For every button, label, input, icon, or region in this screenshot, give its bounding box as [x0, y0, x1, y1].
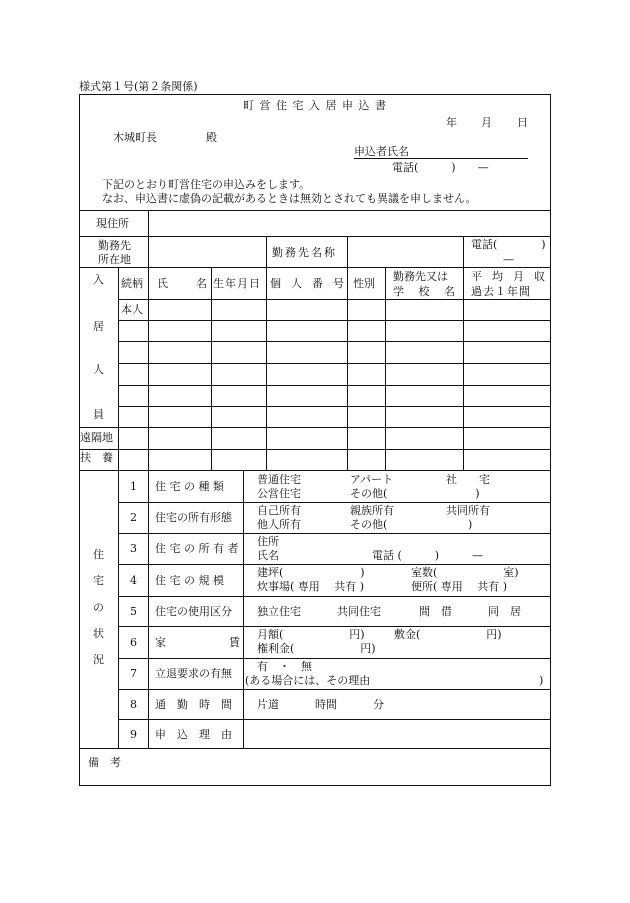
- housing-no-6: 6: [130, 636, 137, 649]
- header-personal-number: 個 人 番 号: [270, 277, 344, 290]
- workplace-name-label: 勤務先名称: [272, 246, 337, 259]
- housing-side-2: 宅: [93, 574, 104, 587]
- header-relation: 続柄: [121, 277, 143, 290]
- statement-line1: 下記のとおり町営住宅の申込みをします。: [102, 178, 311, 191]
- housing-no-8: 8: [130, 698, 137, 711]
- header-birthdate: 生年月日: [213, 277, 261, 290]
- housing-no-1: 1: [130, 480, 137, 493]
- housing-label-7: 立退要求の有無: [155, 667, 232, 680]
- owner-address-label: 住所: [257, 535, 279, 548]
- type-company[interactable]: 社 宅: [446, 473, 490, 486]
- floor-area[interactable]: 建坪( ): [257, 566, 365, 579]
- owner-name-label: 氏名: [257, 549, 279, 562]
- housing-label-5: 住宅の使用区分: [155, 605, 232, 618]
- residents-side-2: 居: [93, 320, 104, 333]
- residents-side-4: 員: [93, 408, 104, 421]
- applicant-phone[interactable]: 電話( ) —: [392, 161, 489, 174]
- rent-key-money[interactable]: 権利金( 円): [257, 642, 376, 655]
- housing-side-5: 況: [93, 653, 104, 666]
- form-title: 町 営 住 宅 入 居 申 込 書: [243, 99, 387, 112]
- header-income-2: 過去１年間: [471, 285, 531, 298]
- type-other[interactable]: その他( ): [350, 487, 480, 500]
- ownership-relative[interactable]: 親族所有: [350, 504, 394, 517]
- header-income-1: 平 均 月 収: [471, 270, 545, 283]
- date-year: 年: [446, 116, 457, 129]
- statement-line2: なお、申込書に虚偽の記載があるときは無効とされても異議を申しません。: [102, 192, 477, 205]
- eviction-reason-close: ): [539, 674, 544, 687]
- use-lodging[interactable]: 間 借: [419, 605, 452, 618]
- housing-no-9: 9: [130, 728, 137, 741]
- housing-side-3: の: [93, 601, 104, 614]
- use-detached[interactable]: 独立住宅: [257, 605, 301, 618]
- housing-label-6-right: 賃: [229, 636, 240, 649]
- type-apartment[interactable]: アパート: [350, 473, 394, 486]
- ownership-other-person[interactable]: 他人所有: [257, 518, 301, 531]
- current-address-label: 現住所: [96, 217, 129, 230]
- rent-monthly[interactable]: 月額( 円): [257, 628, 365, 641]
- rent-deposit[interactable]: 敷金( 円): [394, 628, 502, 641]
- housing-no-7: 7: [130, 667, 137, 680]
- date-month: 月: [481, 116, 492, 129]
- commute-oneway: 片道: [257, 698, 279, 711]
- header-work-1: 勤務先又は: [393, 270, 448, 283]
- header-work-2: 学 校 名: [393, 285, 455, 298]
- toilet[interactable]: 便所( 専用 共有 ): [411, 580, 508, 593]
- frame-top: [79, 94, 551, 95]
- addressee-name: 木城町長: [113, 131, 157, 144]
- applicant-name-label: 申込者氏名: [354, 145, 409, 158]
- ownership-other-close: ): [468, 518, 473, 531]
- workplace-location-label-2: 所在地: [98, 253, 131, 266]
- room-count[interactable]: 室数( 室): [411, 566, 519, 579]
- remote-support-label-1: 遠隔地: [80, 431, 113, 444]
- frame-right: [550, 94, 551, 786]
- housing-no-3: 3: [130, 542, 137, 555]
- kitchen[interactable]: 炊事場( 専用 共有 ): [257, 580, 365, 593]
- residents-side-3: 人: [93, 363, 104, 376]
- type-public[interactable]: 公営住宅: [257, 487, 301, 500]
- addressee-suffix: 殿: [206, 131, 217, 144]
- current-address-field[interactable]: [150, 212, 548, 234]
- remote-support-label-2: 扶 養: [80, 451, 113, 464]
- housing-label-4: 住 宅 の 規 模: [155, 574, 224, 587]
- form-number: 様式第１号(第２条関係): [79, 80, 198, 93]
- housing-no-4: 4: [130, 574, 137, 587]
- workplace-phone-1[interactable]: 電話( ): [471, 238, 546, 251]
- frame-bottom: [79, 785, 551, 786]
- date-day: 日: [517, 116, 528, 129]
- housing-label-8: 通 勤 時 間: [155, 698, 232, 711]
- workplace-name-field[interactable]: [349, 238, 461, 265]
- ownership-self[interactable]: 自己所有: [257, 504, 301, 517]
- application-reason-field[interactable]: [245, 721, 548, 746]
- housing-no-5: 5: [130, 605, 137, 618]
- residents-side-1: 入: [93, 273, 104, 286]
- housing-side-4: 状: [93, 627, 104, 640]
- use-shared[interactable]: 共同住宅: [337, 605, 381, 618]
- header-name: 氏 名: [157, 277, 207, 290]
- workplace-location-label-1: 勤務先: [98, 239, 131, 252]
- commute-hours[interactable]: 時間: [315, 698, 337, 711]
- housing-label-2: 住宅の所有形態: [155, 511, 232, 524]
- housing-label-3: 住 宅 の 所 有 者: [155, 542, 239, 555]
- eviction-reason[interactable]: (ある場合には、その理由: [245, 674, 371, 687]
- housing-label-9: 申 込 理 由: [155, 728, 232, 741]
- remarks-label: 備 考: [88, 756, 121, 769]
- remarks-field[interactable]: [120, 750, 548, 783]
- commute-minutes[interactable]: 分: [373, 698, 384, 711]
- housing-label-1: 住 宅 の 種 類: [155, 480, 224, 493]
- workplace-location-field[interactable]: [150, 238, 264, 265]
- applicant-name-underline[interactable]: [354, 158, 528, 159]
- housing-no-2: 2: [130, 511, 137, 524]
- workplace-phone-2: —: [503, 253, 514, 266]
- use-cohabit[interactable]: 同 居: [488, 605, 521, 618]
- owner-phone[interactable]: 電話 ( ) —: [372, 549, 484, 562]
- ownership-other[interactable]: その他(: [350, 518, 388, 531]
- ownership-joint[interactable]: 共同所有: [446, 504, 490, 517]
- self-label: 本人: [121, 303, 143, 316]
- housing-label-6-left: 家: [155, 636, 166, 649]
- header-sex: 性別: [353, 277, 375, 290]
- eviction-yes-no[interactable]: 有 ・ 無: [257, 660, 312, 673]
- housing-side-1: 住: [93, 548, 104, 561]
- type-normal[interactable]: 普通住宅: [257, 473, 301, 486]
